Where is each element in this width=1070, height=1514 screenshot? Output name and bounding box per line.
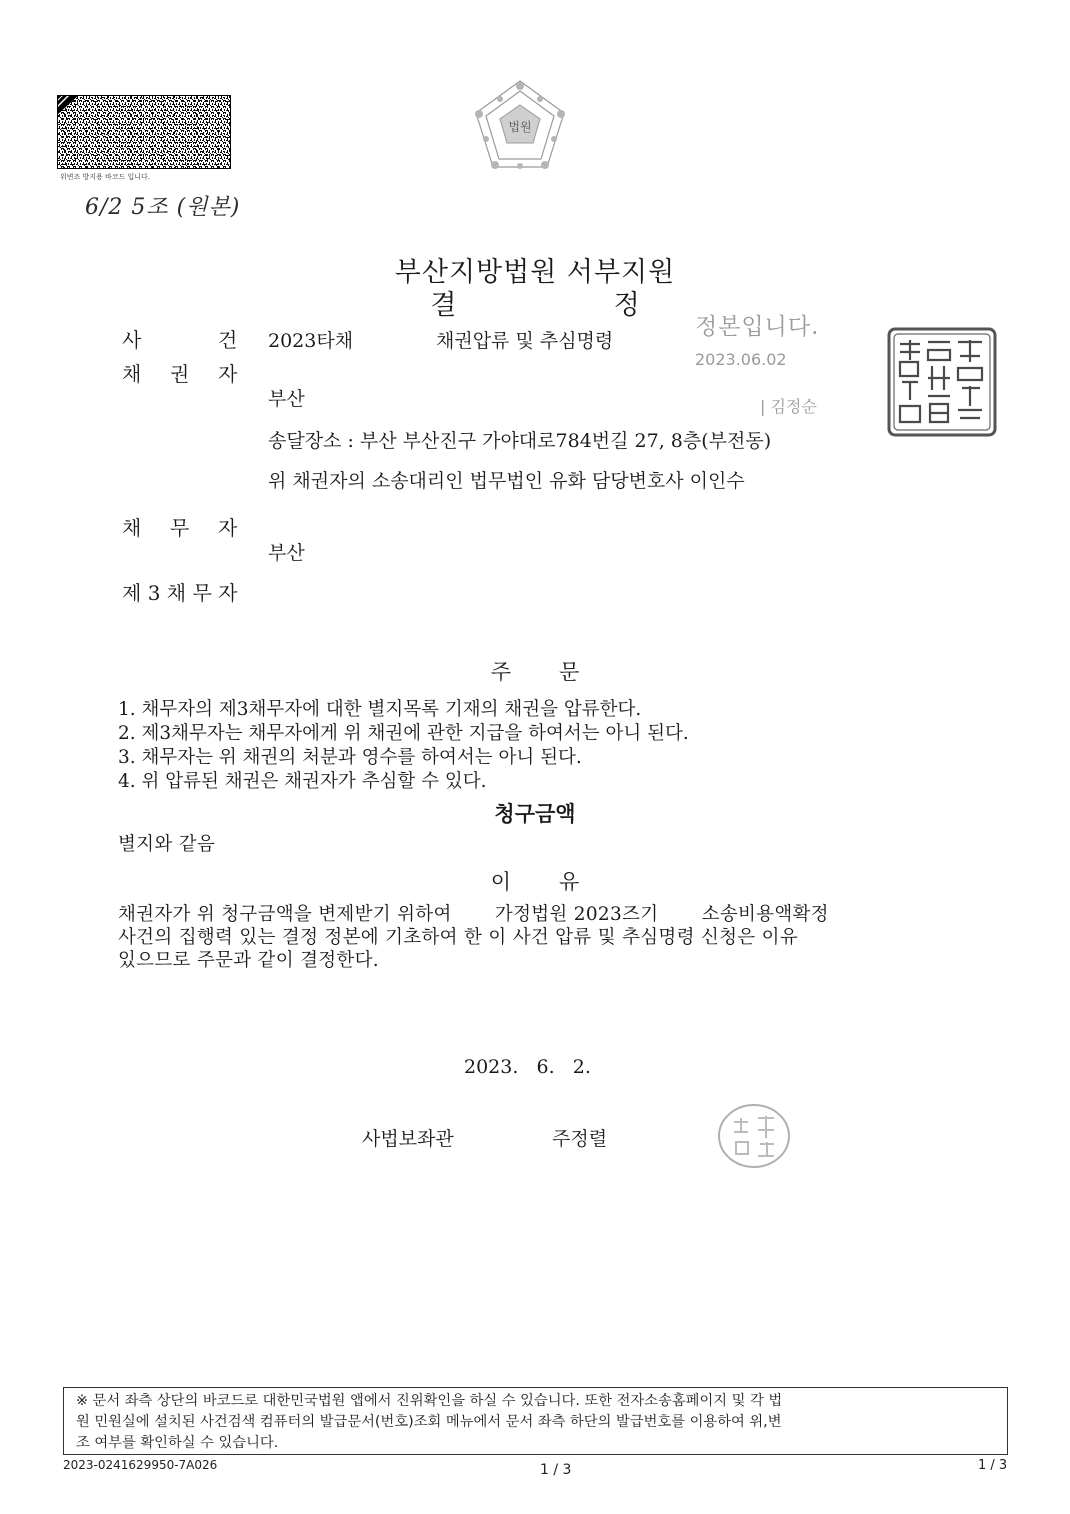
signer-seal-icon: [716, 1102, 792, 1170]
debtor-label-char: 무: [170, 516, 190, 540]
signer-title: 사법보좌관: [362, 1128, 454, 1150]
anti-forgery-barcode: [57, 95, 231, 169]
service-address: 송달장소 : 부산 부산진구 가야대로784번길 27, 8층(부전동): [268, 430, 772, 452]
order-item: 4. 위 압류된 채권은 채권자가 추심할 수 있다.: [118, 771, 487, 792]
reason-heading-char: 유: [559, 870, 580, 894]
court-emblem-text: 법원: [508, 120, 532, 134]
issue-number: 2023-0241629950-7A026: [63, 1458, 218, 1472]
case-number: 2023타채: [268, 330, 354, 352]
case-label-char: 건: [218, 328, 238, 352]
reason-line: 사건의 집행력 있는 결정 정본에 기초하여 한 이 사건 압류 및 추심명령 신청은 이유: [118, 927, 798, 948]
order-item: 1. 채무자의 제3채무자에 대한 별지목록 기재의 채권을 압류한다.: [118, 699, 642, 720]
certified-copy-stamp-date: 2023.06.02: [695, 350, 787, 369]
document-title-char: 정: [613, 290, 640, 321]
case-type: 채권압류 및 추심명령: [436, 330, 614, 352]
third-debtor-label-char: 채: [166, 581, 187, 605]
reason-heading: [0, 866, 1070, 896]
order-heading: [0, 656, 1070, 686]
debtor-address: 부산: [268, 542, 305, 564]
verification-notice-line: 조 여부를 확인하실 수 있습니다.: [76, 1435, 279, 1451]
reason-line: 채권자가 위 청구금액을 변제받기 위하여 가정법원 2023즈기 소송비용액확정: [118, 904, 829, 925]
document-title: [0, 283, 1070, 322]
handwritten-note: 6/2 5조 (원본): [85, 195, 241, 220]
third-debtor-label-char: 제: [122, 581, 142, 605]
debtor-label-char: 채: [122, 516, 142, 540]
decision-date: 2023. 6. 2.: [464, 1056, 591, 1078]
creditor-address: 부산: [268, 388, 305, 410]
order-item: 3. 채무자는 위 채권의 처분과 영수를 하여서는 아니 된다.: [118, 747, 582, 768]
certified-copy-stamp-clerk: | 김정순: [760, 397, 817, 416]
reason-line: 있으므로 주문과 같이 결정한다.: [118, 950, 379, 971]
page-number-right: 1 / 3: [978, 1458, 1008, 1473]
creditor-agent: 위 채권자의 소송대리인 법무법인 유화 담당변호사 이인수: [268, 470, 745, 492]
debtor-label-char: 자: [218, 516, 238, 540]
creditor-label-char: 자: [218, 362, 238, 386]
document-title-char: 결: [430, 290, 457, 321]
order-heading-char: 문: [559, 660, 580, 684]
signer-name: 주정렬: [552, 1128, 608, 1150]
claim-heading: 청구금액: [494, 802, 576, 826]
claim-text: 별지와 같음: [118, 834, 216, 855]
verification-notice-line: ※ 문서 좌측 상단의 바코드로 대한민국법원 앱에서 진위확인을 하실 수 있습니다. 또한 전자소송홈페이지 및 각 법: [76, 1393, 783, 1409]
creditor-label-char: 권: [170, 362, 190, 386]
third-debtor-label-char: 자: [218, 581, 238, 605]
order-item: 2. 제3채무자는 채무자에게 위 채권에 관한 지급을 하여서는 아니 된다.: [118, 723, 689, 744]
court-name: 부산지방법원 서부지원: [394, 257, 676, 288]
case-label-char: 사: [122, 328, 142, 352]
verification-notice-line: 원 민원실에 설치된 사건검색 컴퓨터의 발급문서(번호)조회 메뉴에서 문서 좌측 하단의 발급번호를 이용하여 위,변: [76, 1414, 782, 1430]
certified-copy-stamp-text: 정본입니다.: [695, 314, 820, 340]
barcode-caption: 위변조 방지용 바코드 입니다.: [60, 173, 151, 181]
third-debtor-label: [122, 577, 237, 606]
court-emblem-icon: [470, 77, 570, 177]
third-debtor-label-char: 3: [147, 581, 161, 605]
official-court-seal-icon: [886, 326, 998, 438]
third-debtor-label-char: 무: [192, 581, 212, 605]
page-number-center: 1 / 3: [540, 1462, 572, 1478]
reason-heading-char: 이: [490, 870, 511, 894]
order-heading-char: 주: [490, 660, 511, 684]
creditor-label-char: 채: [122, 362, 142, 386]
